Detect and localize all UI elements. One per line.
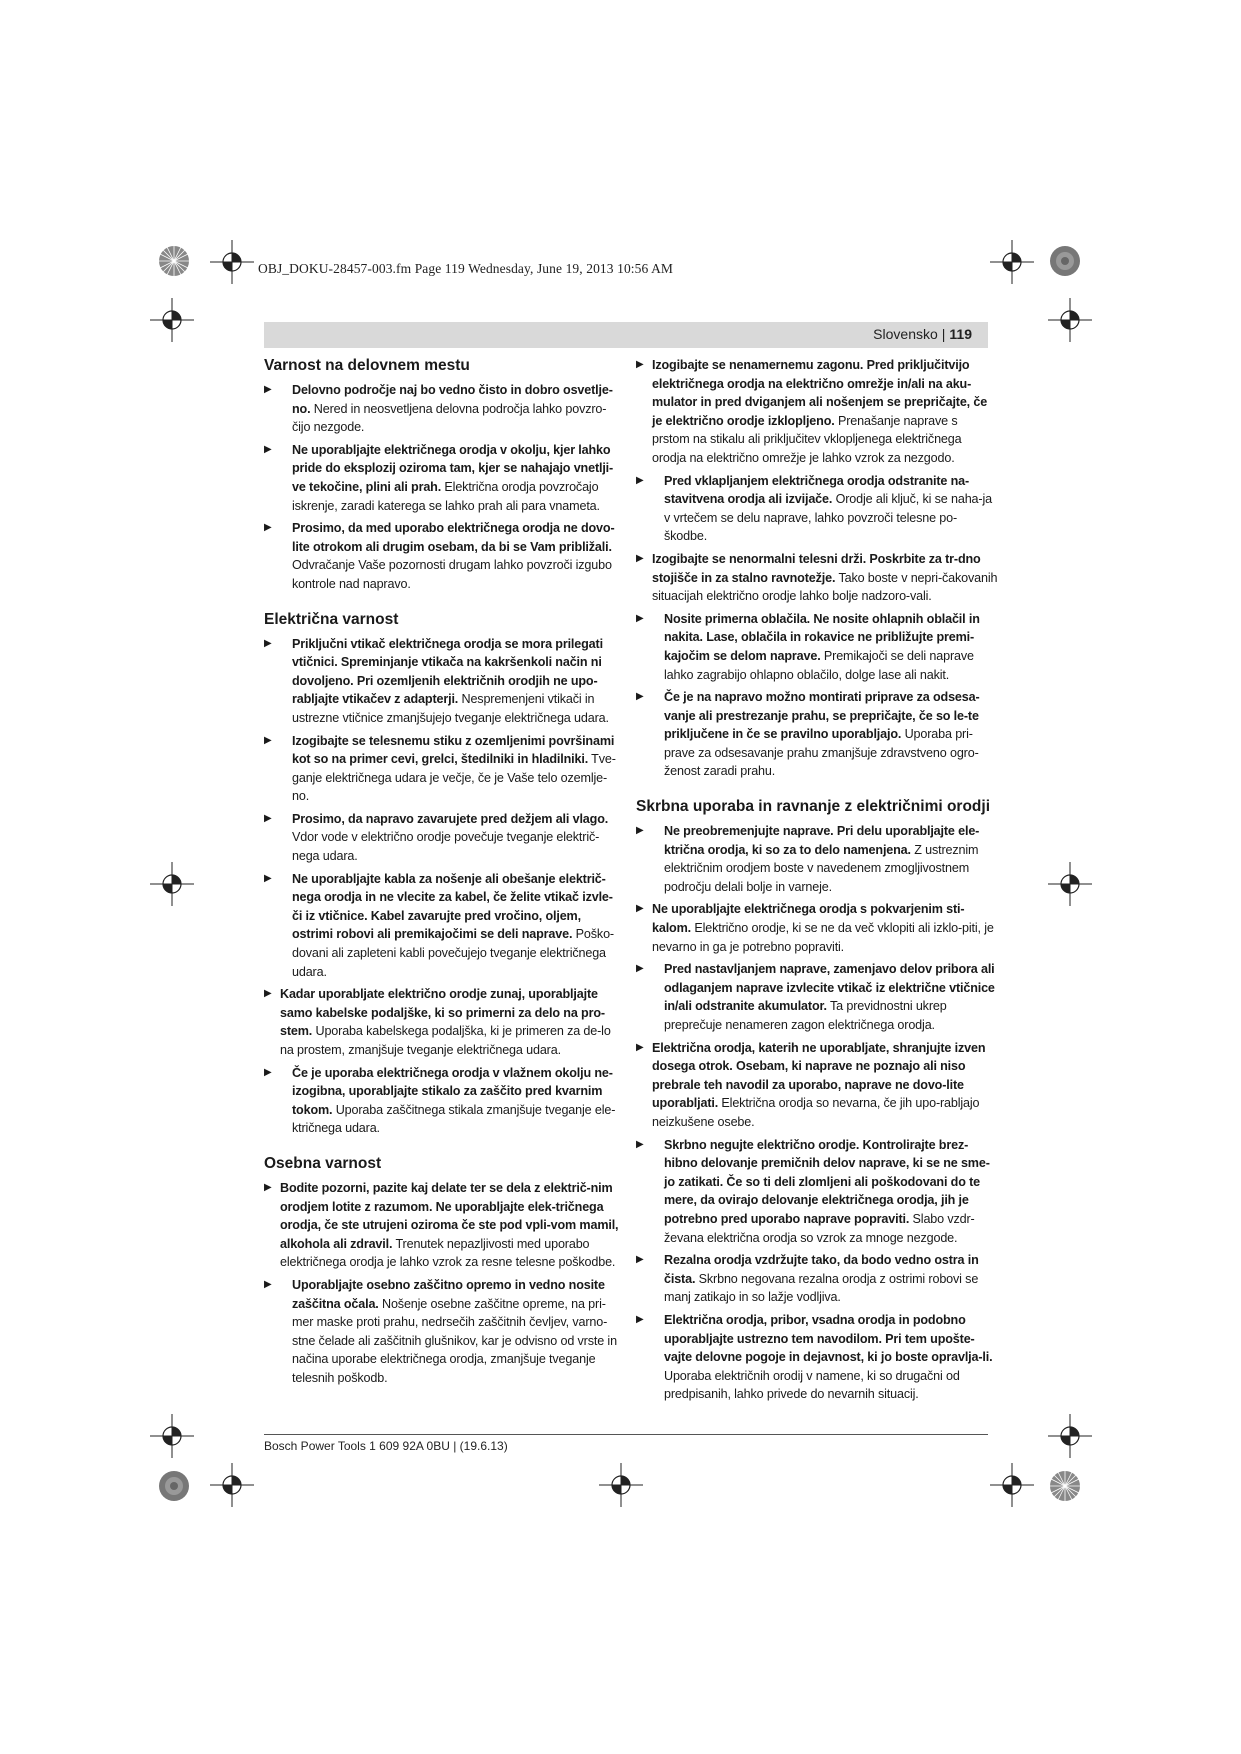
bullet-icon: ▶: [636, 691, 644, 703]
page-footer: Bosch Power Tools 1 609 92A 0BU | (19.6.13): [264, 1439, 508, 1453]
list-item: ▶ Kadar uporabljate električno orodje zunaj, uporabljajte samo kabelske podaljške, ki so primerni za delo na pro-stem. Uporaba kabelskega podaljška, ki je primeren za de-lo na prostem, zmanjšuje tveganje električnega udara.: [264, 987, 611, 1057]
header-text: [873, 326, 972, 342]
bullet-icon: ▶: [636, 1138, 644, 1150]
list-item: ▶ Če je uporaba električnega orodja v vlažnem okolju ne-izogibna, uporabljajte stikalo za zaščito pred kvarnim tokom. Uporaba zaščitnega stikala zmanjšuje tveganje ele-ktričnega udara.: [264, 1065, 616, 1136]
left-column: [264, 356, 620, 1392]
bullet-icon: ▶: [264, 1278, 272, 1290]
list-item: ▶ Pred vklapljanjem električnega orodja odstranite na-stavitvena orodja ali izvijače. Orodje ali ključ, ki se naha-ja v vrtečem se delu naprave, lahko povzroči telesne po-škodbe.: [636, 473, 992, 544]
list-item: ▶ Nosite primerna oblačila. Ne nosite ohlapnih oblačil in nakita. Lase, oblačila in rokavice ne približujte premi-kajočim se delom naprave. Premikajoči se deli naprave lahko zagrabijo ohlapno oblačilo, dolge lase ali nakit.: [636, 611, 980, 682]
crop-mark-crosshair: [150, 1414, 194, 1458]
list-item: ▶ Ne preobremenjujte naprave. Pri delu uporabljajte ele-ktrična orodja, ki so za to delo namenjena. Z ustreznim električnim orodjem boste v navedenem zmogljivostnem področju delali bolje in varneje.: [636, 824, 980, 894]
crop-mark-crosshair: [210, 240, 254, 284]
crop-mark-crosshair: [990, 1463, 1034, 1507]
list-item: ▶ Električna orodja, katerih ne uporabljate, shranjujte izven dosega otrok. Osebam, ki naprave ne poznajo ali niso prebrale teh navodil za uporabo, naprave ne dovo-lite uporabljati. Električna orodja so nevarna, če jih upo-rabljajo neizkušene osebe.: [636, 1040, 986, 1129]
bullet-icon: ▶: [636, 1041, 644, 1053]
list-item: ▶ Priključni vtikač električnega orodja se mora prilegati vtičnici. Spreminjanje vtikača na kakršenkoli način ni dovoljeno. Pri ozemljenih električnih orodjih ne upo-rabljajte vtikačev z adapterji. Nespremenjeni vtikači in ustrezne vtičnice zmanjšujejo tveganje električnega udara.: [264, 636, 609, 725]
section-title: Osebna varnost: [264, 1154, 382, 1172]
list-item: ▶ Ne uporabljajte kabla za nošenje ali obešanje električ-nega orodja in ne vlecite za kabel, če želite vtikač izvle-či iz vtičnice. Kabel zavarujte pred vročino, oljem, ostrimi robovi ali premikajočimi se deli naprave. Poško-dovani ali zapleteni kabli povečujejo tveganje električnega udara.: [264, 871, 614, 979]
list-item: ▶ Prosimo, da med uporabo električnega orodja ne dovo-lite otrokom ali drugim osebam, da bi se Vam približali. Odvračanje Vaše pozornosti drugam lahko povzroči izgubo kontrole nad napravo.: [264, 521, 615, 591]
list-item: ▶ Pred nastavljanjem naprave, zamenjavo delov pribora ali odlaganjem naprave izvlecite vtikač iz električne vtičnice in/ali odstranite akumulator. Ta previdnostni ukrep preprečuje nenameren zagon električnega orodja.: [636, 962, 995, 1032]
registration-mark-top-left: [157, 244, 191, 278]
crop-mark-crosshair: [990, 240, 1034, 284]
bullet-icon: ▶: [264, 443, 272, 455]
bullet-icon: ▶: [264, 734, 272, 746]
bullet-icon: ▶: [636, 1313, 644, 1325]
page-number: 119: [949, 326, 972, 342]
bullet-icon: ▶: [636, 359, 644, 370]
bullet-icon: ▶: [636, 1254, 644, 1266]
bullet-icon: ▶: [264, 1066, 272, 1078]
right-column: [636, 356, 998, 1408]
list-item: ▶ Prosimo, da napravo zavarujete pred dežjem ali vlago. Vdor vode v električno orodje povečuje tveganje električ-nega udara.: [264, 811, 609, 864]
file-slug: OBJ_DOKU-28457-003.fm Page 119 Wednesday, June 19, 2013 10:56 AM: [258, 261, 674, 276]
crop-mark-crosshair: [150, 298, 194, 342]
list-item: ▶ Skrbno negujte električno orodje. Kontrolirajte brez-hibno delovanje premičnih delov naprave, ki se ne sme-jo zatikati. Če so ti deli zlomljeni ali poškodovani do te mere, da ovirajo delovanje električnega orodja, jih je potrebno pred uporabo naprave popraviti. Slabo vzdr-ževana električna orodja so vzrok za mnoge nezgode.: [636, 1137, 990, 1245]
bullet-icon: ▶: [636, 474, 644, 486]
registration-mark-bottom-left: [157, 1469, 191, 1503]
crop-mark-crosshair: [1048, 862, 1092, 906]
bullet-icon: ▶: [636, 963, 644, 975]
list-item: ▶ Izogibajte se nenamernemu zagonu. Pred priključitvijo električnega orodja na električno omrežje in/ali na aku-mulator in pred dviganjem ali nošenjem se prepričajte, če je električno orodje izklopljeno. Prenašanje naprave s prstom na stikalu ali priključitev vklopljenega električnega orodja na električno omrežje je lahko vzrok za nezgodo.: [636, 358, 988, 465]
list-item: ▶ Ne uporabljajte električnega orodja s pokvarjenim sti-kalom. Električno orodje, ki se ne da več vklopiti ali izklo-piti, je nevarno in ga je potrebno popraviti.: [636, 902, 994, 954]
list-item: ▶ Bodite pozorni, pazite kaj delate ter se dela z električ-nim orodjem lotite z razumom. Ne uporabljajte elek-tričnega orodja, če ste utrujeni oziroma če ste pod vpli-vom mamil, alkohola ali zdravil. Trenutek nepazljivosti med uporabo električnega orodja je lahko vzrok za resne telesne poškodbe.: [264, 1180, 619, 1270]
registration-mark-bottom-right: [1048, 1469, 1082, 1503]
page-header: [264, 322, 988, 348]
list-item: ▶ Izogibajte se telesnemu stiku z ozemljenimi površinami kot so na primer cevi, grelci, štedilniki in hladilniki. Tve-ganje električnega udara je večje, če je Vaše telo ozemlje-no.: [264, 733, 616, 804]
crop-mark-crosshair: [1048, 298, 1092, 342]
bullet-icon: ▶: [264, 988, 272, 1000]
header-language: Slovensko: [873, 326, 938, 342]
section-title: Skrbna uporaba in ravnanje z električnimi orodji: [636, 798, 991, 816]
header-separator: |: [941, 326, 946, 342]
list-item: ▶ Rezalna orodja vzdržujte tako, da bodo vedno ostra in čista. Skrbno negovana rezalna orodja z ostrimi robovi se manj zatikajo in so lažje vodljiva.: [636, 1253, 979, 1305]
footer-divider: [264, 1434, 988, 1435]
crop-mark-crosshair: [599, 1463, 643, 1507]
bullet-icon: ▶: [264, 637, 272, 649]
bullet-icon: ▶: [264, 872, 272, 884]
list-item: ▶ Uporabljajte osebno zaščitno opremo in vedno nosite zaščitna očala. Nošenje osebne zaščitne opreme, na pri-mer maske proti prahu, nedrsečih zaščitnih čevljev, varno-stne čelade ali zaščitnih glušnikov, kar je odvisno od vrste in načina uporabe električnega orodja, zmanjšuje tveganje telesnih poškodb.: [264, 1277, 617, 1385]
list-item: ▶ Električna orodja, pribor, vsadna orodja in podobno uporabljajte ustrezno tem navodilom. Pri tem upošte-vajte delovne pogoje in dejavnost, ki jo boste opravlja-li. Uporaba električnih orodij v namene, ki so drugačni od predpisanih, lahko privede do nevarnih situacij.: [636, 1312, 993, 1402]
list-item: ▶ Izogibajte se nenormalni telesni drži. Poskrbite za tr-dno stojišče in za stalno ravnotežje. Tako boste v nepri-čakovanih situacijah električno orodje lahko bolje nadzoro-vali.: [636, 551, 998, 604]
crop-mark-crosshair: [210, 1463, 254, 1507]
list-item: ▶ Delovno področje naj bo vedno čisto in dobro osvetlje-no. Nered in neosvetljena delovna področja lahko povzro-čijo nezgode.: [264, 383, 613, 435]
bullet-icon: ▶: [264, 1181, 272, 1193]
bullet-icon: ▶: [636, 612, 644, 624]
bullet-icon: ▶: [264, 522, 272, 534]
bullet-icon: ▶: [636, 825, 644, 837]
section-title: Varnost na delovnem mestu: [264, 357, 470, 374]
bullet-icon: ▶: [636, 903, 644, 915]
bullet-icon: ▶: [264, 384, 272, 395]
list-item: ▶ Ne uporabljajte električnega orodja v okolju, kjer lahko pride do eksplozij oziroma tam, kjer se nahajajo vnetlji-ve tekočine, plini ali prah. Električna orodja povzročajo iskrenje, zaradi katerega se lahko prah ali para vnameta.: [264, 442, 614, 513]
registration-mark-top-right: [1048, 244, 1082, 278]
bullet-icon: ▶: [264, 812, 272, 824]
crop-mark-crosshair: [150, 862, 194, 906]
list-item: ▶ Če je na napravo možno montirati priprave za odsesa-vanje ali prestrezanje prahu, se prepričajte, če so le-te priključene in če se pravilno uporabljajo. Uporaba pri-prave za odsesavanje prahu zmanjšuje zdravstveno ogro-ženost zaradi prahu.: [636, 690, 980, 779]
crop-mark-crosshair: [1048, 1414, 1092, 1458]
section-title: Električna varnost: [264, 610, 399, 628]
bullet-icon: ▶: [636, 552, 644, 564]
